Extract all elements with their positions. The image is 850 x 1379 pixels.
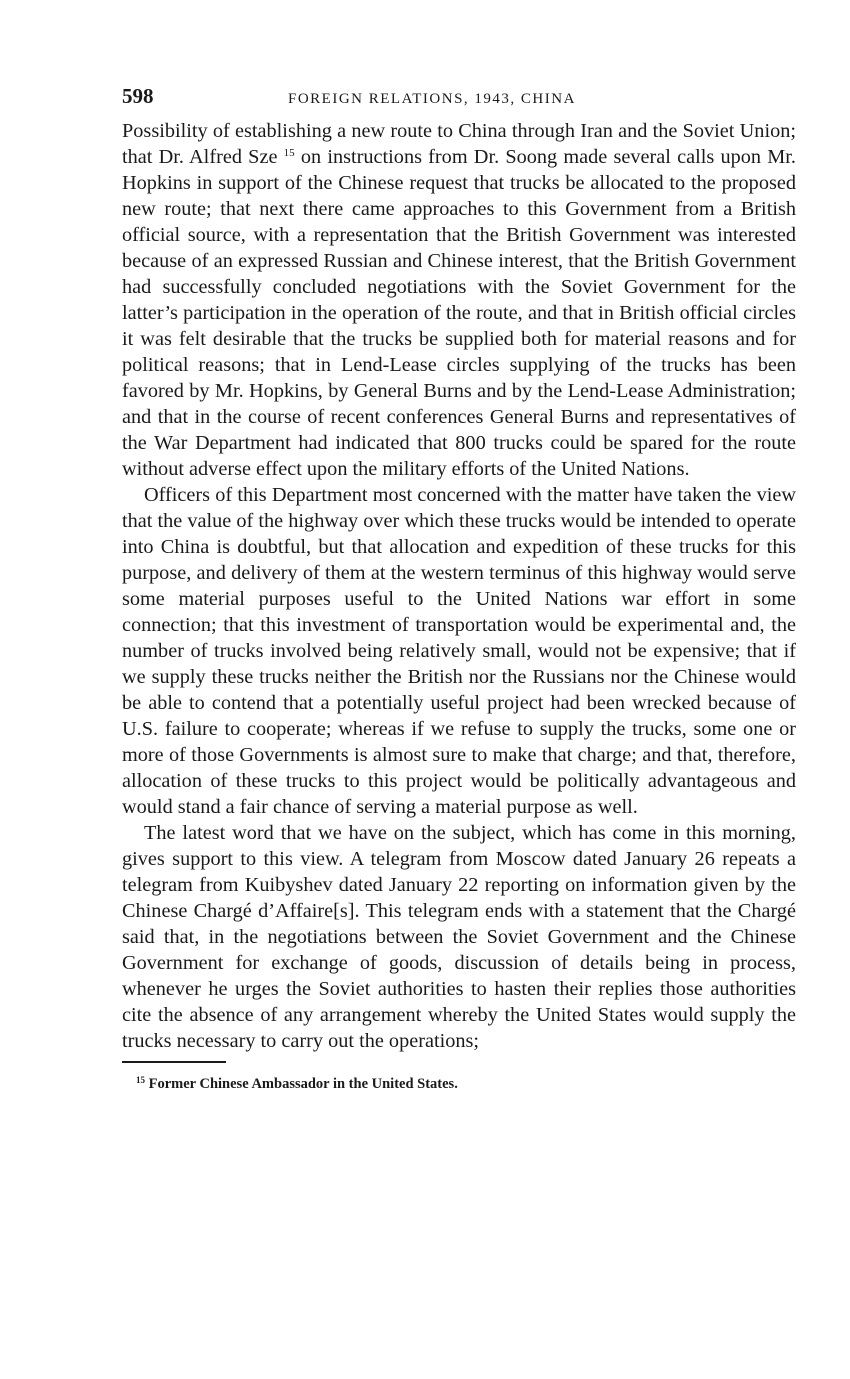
- footnote: [122, 1075, 796, 1093]
- paragraph-3: The latest word that we have on the subject, which has come in this morning, gives support to this view. A telegram from Moscow dated January 26 repeats a telegram from Kuibyshev dated January 22 reporting on information given by the Chinese Chargé d’Affaire[s]. This telegram ends with a statement that the Chargé said that, in the negotiations between the Soviet Government and the Chinese Government for exchange of goods, discussion of details being in process, whenever he urges the Soviet authorities to hasten their replies those authorities cite the absence of any arrangement whereby the United States would supply the trucks necessary to carry out the operations;: [122, 822, 796, 1052]
- paragraph-1: [122, 118, 796, 482]
- footnote-mark: 15: [136, 1075, 145, 1085]
- footnote-text: Former Chinese Ambassador in the United States.: [145, 1076, 458, 1092]
- paragraph-2: Officers of this Department most concerned with the matter have taken the view that the value of the highway over which these trucks would be intended to operate into China is doubtful, but that allocation and expedition of these trucks for this purpose, and delivery of them at the western terminus of this highway would serve some material purposes useful to the United Nations war effort in some connection; that this investment of transportation would be experimental and, the number of trucks involved being relatively small, would not be expensive; that if we supply these trucks neither the British nor the Russians nor the Chinese would be able to contend that a potentially useful project had been wrecked because of U.S. failure to cooperate; whereas if we refuse to supply the trucks, some one or more of those Governments is almost sure to make that charge; and that, therefore, allocation of these trucks to this project would be politically advantageous and would stand a fair chance of serving a material purpose as well.: [122, 484, 796, 818]
- page-number: 598: [122, 84, 154, 108]
- paragraph-1-text-before-ref: Possibility of establishing a new route to China through Iran and the Soviet Union; that Dr. Alfred Sze: [122, 120, 796, 168]
- footnote-reference: 15: [283, 147, 295, 159]
- running-title: FOREIGN RELATIONS, 1943, CHINA: [288, 91, 576, 107]
- body-text: [122, 118, 796, 1054]
- footnote-divider: [122, 1061, 226, 1063]
- paragraph-1-text-after-ref: on instructions from Dr. Soong made several calls upon Mr. Hopkins in support of the Chinese request that trucks be allocated to the proposed new route; that next there came approaches to this Government from a British official source, with a representation that the British Government was interested because of an expressed Russian and Chinese interest, that the British Government had successfully concluded negotiations with the Soviet Government for the latter’s participation in the operation of the route, and that in British official circles it was felt desirable that the trucks be supplied both for material reasons and for political reasons; that in Lend-Lease circles supplying of the trucks has been favored by Mr. Hopkins, by General Burns and by the Lend-Lease Administration; and that in the course of recent conferences General Burns and representatives of the War Department had indicated that 800 trucks could be spared for the route without adverse effect upon the military efforts of the United Nations.: [122, 146, 796, 480]
- document-page: [122, 84, 796, 1093]
- running-header: [122, 84, 796, 118]
